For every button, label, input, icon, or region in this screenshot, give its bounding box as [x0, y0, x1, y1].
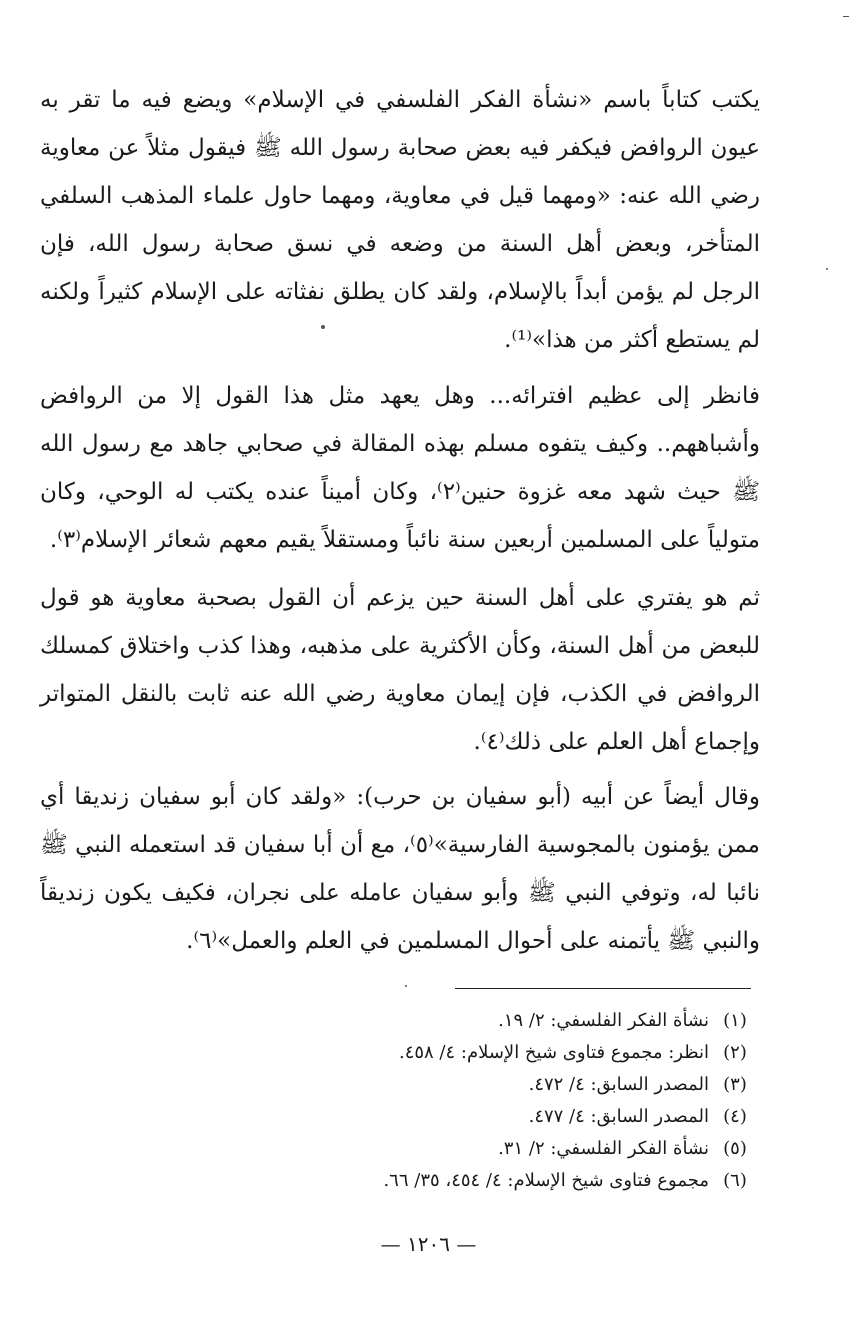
footnote-number: (٤): [723, 1106, 747, 1127]
footnote-number: (٢): [723, 1042, 747, 1063]
footnote-item: [120, 1133, 755, 1165]
footnotes-list: [120, 1005, 755, 1197]
footnote-item: [120, 1037, 755, 1069]
footnote-text: المصدر السابق: ٤/ ٤٧٢.: [528, 1074, 709, 1095]
paragraph-1: يكتب كتاباً باسم «نشأة الفكر الفلسفي في الإسلام» ويضع فيه ما تقر به عيون الروافض فيكفر فيه بعض صحابة رسول الله ﷺ فيقول مثلاً عن معاوية رضي الله عنه: «ومهما قيل في معاوية، ومهما حاول علماء المذهب السلفي المتأخر، وبعض أهل السنة من وضعه في نسق صحابة رسول الله، فإن الرجل لم يؤمن أبداً بالإسلام، ولقد كان يطلق نفثاته على الإسلام كثيراً ولكنه لم يستطع أكثر من هذا»⁽¹⁾.: [40, 87, 760, 353]
footnote-number: (٣): [723, 1074, 747, 1095]
footnote-text: نشأة الفكر الفلسفي: ٢/ ٣١.: [498, 1138, 709, 1159]
page-number: — ١٢٠٦ —: [380, 1232, 477, 1256]
footnote-divider: [455, 988, 751, 989]
paragraph-2: فانظر إلى عظيم افترائه... وهل يعهد مثل هذا القول إلا من الروافض وأشباههم.. وكيف يتفوه مسلم بهذه المقالة في صحابي جاهد مع رسول الله ﷺ حيث شهد معه غزوة حنين⁽٢⁾، وكان أميناً عنده يكتب له الوحي، وكان متولياً على المسلمين أربعين سنة نائباً ومستقلاً يقيم معهم شعائر الإسلام⁽٣⁾.: [40, 383, 761, 553]
footnote-number: (٥): [723, 1138, 747, 1159]
footnote-text: مجموع فتاوى شيخ الإسلام: ٤/ ٤٥٤، ٣٥/ ٦٦.: [383, 1170, 709, 1191]
footnote-item: [120, 1101, 755, 1133]
footnote-item: [120, 1069, 755, 1101]
footnote-number: (٦): [723, 1170, 747, 1191]
paragraph-3: ثم هو يفتري على أهل السنة حين يزعم أن القول بصحبة معاوية هو قول للبعض من أهل السنة، وكأن الأكثرية على مذهبه، وهذا كذب واختلاق كمسلك الروافض في الكذب، فإن إيمان معاوية رضي الله عنه ثابت بالنقل المتواتر وإجماع أهل العلم على ذلك⁽٤⁾.: [40, 585, 760, 755]
scan-speck: [826, 268, 828, 270]
scan-speck: [321, 325, 325, 329]
footnote-item: [120, 1005, 755, 1037]
footnote-item: [120, 1165, 755, 1197]
footnote-text: المصدر السابق: ٤/ ٤٧٧.: [528, 1106, 709, 1127]
scan-speck: [405, 985, 407, 987]
footnote-text: انظر: مجموع فتاوى شيخ الإسلام: ٤/ ٤٥٨.: [398, 1042, 709, 1063]
paragraph-4: وقال أيضاً عن أبيه (أبو سفيان بن حرب): «ولقد كان أبو سفيان زنديقا أي ممن يؤمنون بالمجوسية الفارسية»⁽٥⁾، مع أن أبا سفيان قد استعمله النبي ﷺ نائبا له، وتوفي النبي ﷺ وأبو سفيان عامله على نجران، فكيف يكون زنديقاً والنبي ﷺ يأتمنه على أحوال المسلمين في العلم والعمل»⁽٦⁾.: [40, 784, 761, 954]
footnote-number: (١): [723, 1010, 747, 1031]
footnote-text: نشأة الفكر الفلسفي: ٢/ ١٩.: [498, 1010, 709, 1031]
scan-speck: [843, 16, 849, 17]
